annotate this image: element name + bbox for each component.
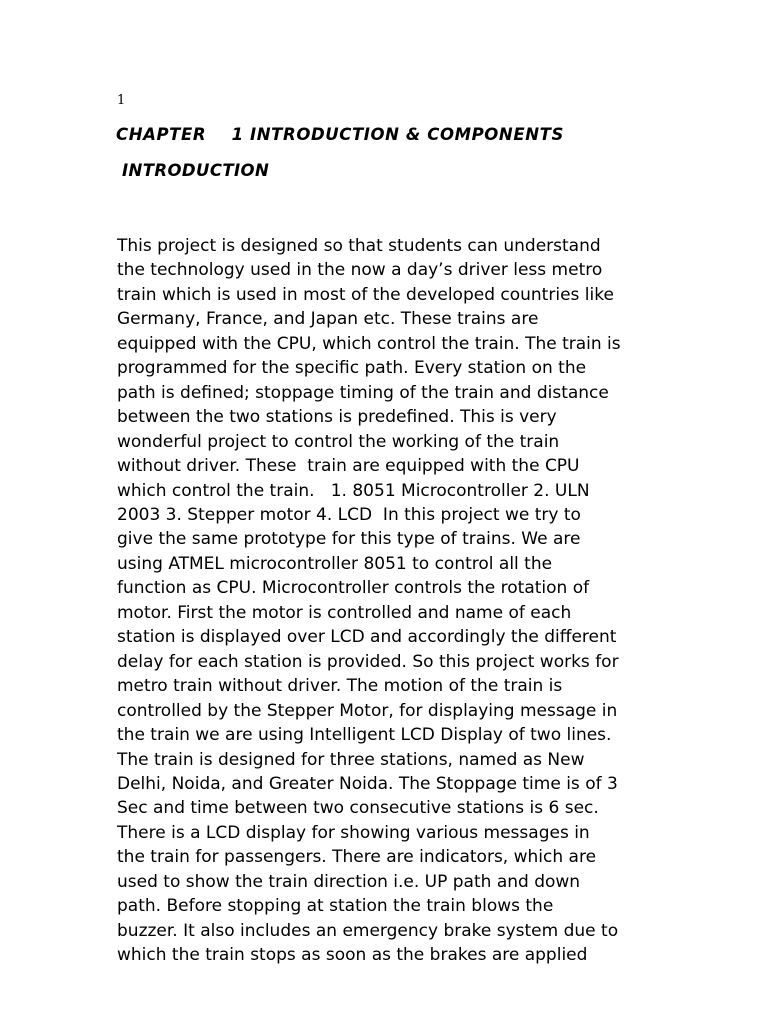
- body-paragraph: [117, 234, 662, 968]
- body-line: using ATMEL microcontroller 8051 to control all the: [117, 553, 553, 574]
- body-line: train which is used in most of the developed countries like: [117, 284, 614, 305]
- body-line: The train is designed for three stations, named as New: [117, 749, 585, 770]
- body-line: the train we are using Intelligent LCD Display of two lines.: [117, 725, 612, 746]
- body-line: This project is designed so that students can understand: [117, 236, 601, 256]
- body-line: wonderful project to control the working of the train: [117, 431, 560, 452]
- body-line: programmed for the specific path. Every station on the: [117, 358, 587, 379]
- body-line: function as CPU. Microcontroller controls the rotation of: [117, 578, 590, 599]
- body-line: Germany, France, and Japan etc. These trains are: [117, 309, 539, 330]
- body-line: give the same prototype for this type of trains. We are: [117, 529, 581, 550]
- body-line: without driver. These train are equipped with the CPU: [117, 456, 580, 477]
- body-line: which the train stops as soon as the brakes are applied: [117, 945, 588, 966]
- body-line: 2003 3. Stepper motor 4. LCD In this project we try to: [117, 504, 581, 525]
- body-line: delay for each station is provided. So this project works for: [117, 651, 619, 672]
- body-line: buzzer. It also includes an emergency brake system due to: [117, 920, 619, 941]
- body-line: metro train without driver. The motion of the train is: [117, 676, 563, 697]
- chapter-heading: CHAPTER 1 INTRODUCTION & COMPONENTS: [116, 125, 564, 144]
- page-number: 1: [117, 93, 126, 108]
- body-line: the technology used in the now a day’s driver less metro: [117, 260, 603, 281]
- body-line: path is defined; stoppage timing of the train and distance: [117, 382, 609, 403]
- body-line: Sec and time between two consecutive stations is 6 sec.: [117, 798, 599, 819]
- body-line: There is a LCD display for showing various messages in: [117, 822, 590, 843]
- body-line: which control the train. 1. 8051 Microcontroller 2. ULN: [117, 480, 590, 501]
- body-line: station is displayed over LCD and accordingly the different: [117, 627, 617, 648]
- body-line: Delhi, Noida, and Greater Noida. The Stoppage time is of 3: [117, 773, 618, 794]
- section-heading: INTRODUCTION: [122, 161, 270, 180]
- body-line: motor. First the motor is controlled and name of each: [117, 602, 572, 623]
- body-line: path. Before stopping at station the train blows the: [117, 896, 554, 917]
- body-line: between the two stations is predefined. This is very: [117, 407, 557, 428]
- body-line: used to show the train direction i.e. UP path and down: [117, 871, 581, 892]
- body-line: the train for passengers. There are indicators, which are: [117, 847, 597, 868]
- body-line: controlled by the Stepper Motor, for displaying message in: [117, 700, 618, 721]
- body-line: equipped with the CPU, which control the train. The train is: [117, 333, 621, 354]
